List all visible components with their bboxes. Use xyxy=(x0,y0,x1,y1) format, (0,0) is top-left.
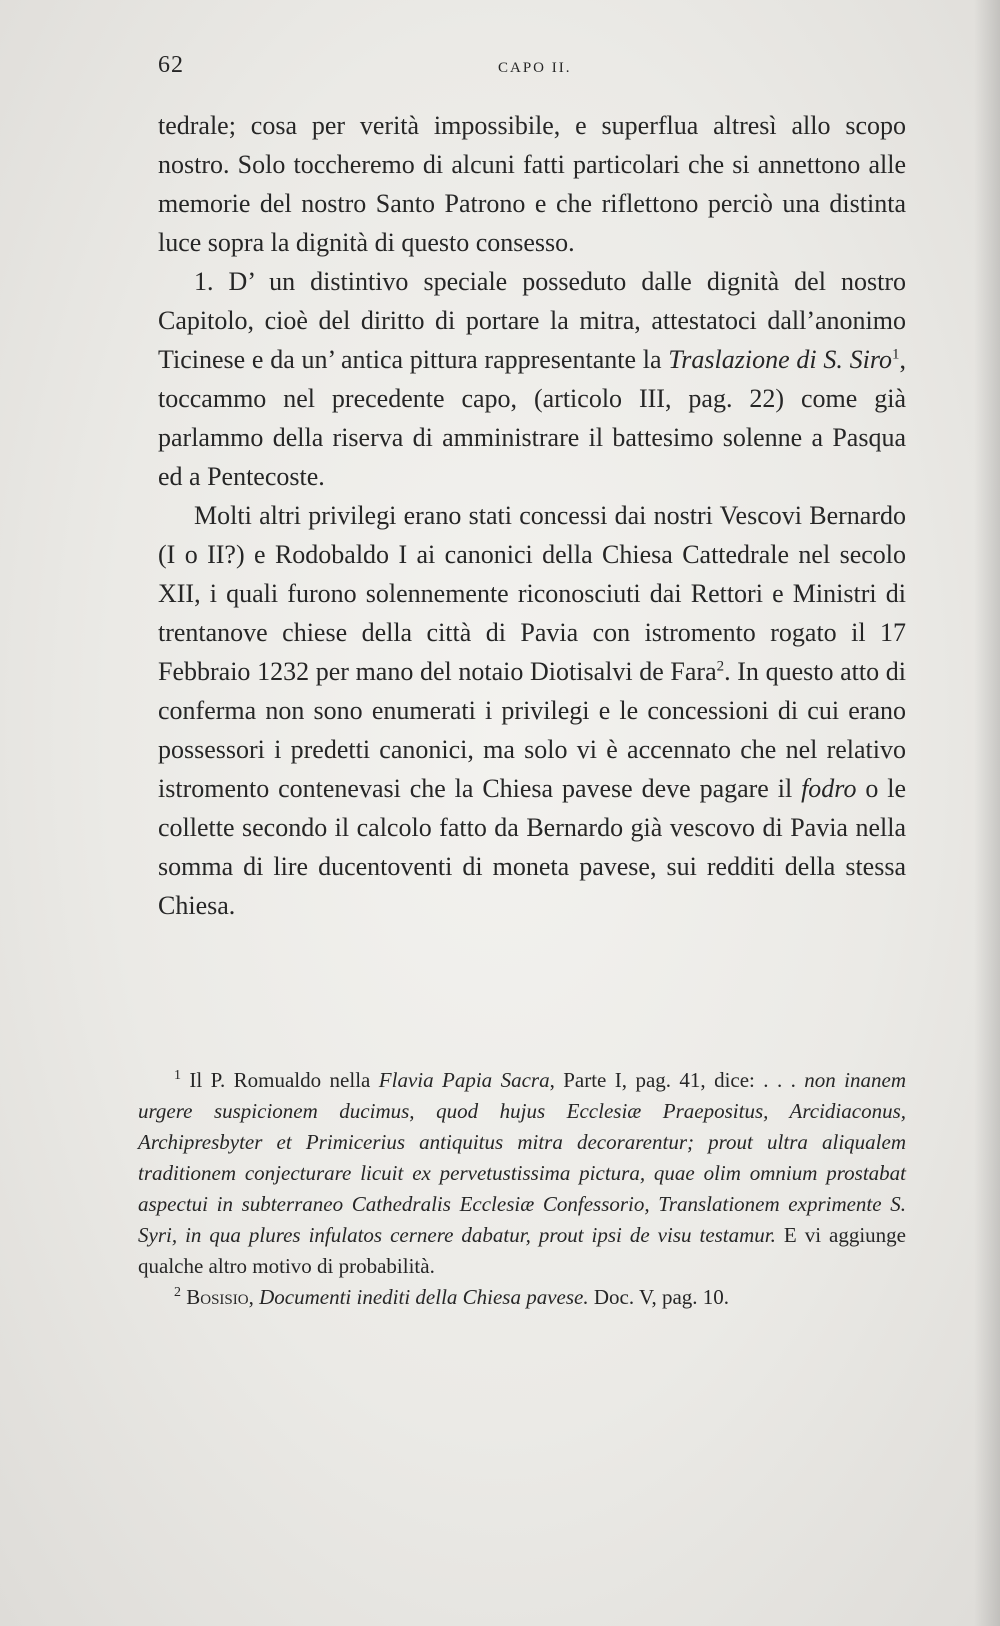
running-title: CAPO II. xyxy=(498,60,572,76)
page-number: 62 xyxy=(158,52,184,78)
footnote-text: Il P. Romualdo nella xyxy=(181,1068,379,1092)
footnote-work-title: Documenti inediti della Chiesa pavese. xyxy=(259,1285,589,1309)
italic-title: Traslazione di S. Siro xyxy=(668,345,893,374)
paragraph-text: Molti altri privilegi erano stati concessi dai nostri Vescovi Bernardo (I o II?) e Rodobaldo I ai canonici della Chiesa Cattedrale nel secolo XII, i quali furono solennemente riconosciuti dai Rettori e Ministri di trentanove chiese della città di Pavia con istromento rogato il 17 Febbraio 1232 per mano del notaio Diotisalvi de Fara xyxy=(158,501,906,686)
footnote-mark-2: 2 xyxy=(174,1285,181,1300)
page-edge-shadow xyxy=(974,0,1000,1626)
footnote-1 xyxy=(138,1065,906,1282)
footnote-author: Bosisio xyxy=(186,1285,249,1309)
footnote-text: Doc. V, pag. 10. xyxy=(588,1285,730,1309)
footnote-mark-1: 1 xyxy=(174,1068,181,1083)
main-text xyxy=(158,106,906,925)
footnote-work-title: Flavia Papia Sacra xyxy=(378,1068,550,1092)
paragraph-mitra xyxy=(158,262,906,496)
footnote-2 xyxy=(138,1282,906,1313)
footnote-ref-2: 2 xyxy=(716,658,725,675)
paragraph-text: . In questo atto di conferma non sono enumerati i privilegi e le concessioni di cui erano possessori i predetti canonici, ma solo vi è accennato che nel relativo istromento contenevasi che la Chiesa pavese deve pagare il xyxy=(158,657,906,803)
footnote-text: , xyxy=(248,1285,260,1309)
footnote-latin-quote: non inanem urgere suspicionem ducimus, quod hujus Ecclesiæ Praepositus, Arcidiaconus, Archipresbyter et Primicerius antiquitus mitra decorarentur; prout ultra aliqualem traditionem conjecturare licuit ex pervetustissima pictura, quae olim omnium prostabat aspectui in subterraneo Cathedralis Ecclesiæ Confessorio, Translationem exprimente S. Syri, in qua plures infulatos cernere dabatur, prout ipsi de visu testamur. xyxy=(138,1068,906,1247)
paragraph-text: , toccammo nel precedente capo, (articolo III, pag. 22) come già parlammo della riserva di amministrare il battesimo solenne a Pasqua ed a Pentecoste. xyxy=(158,345,907,491)
footnote-ref-1: 1 xyxy=(892,346,900,363)
paragraph-continued: tedrale; cosa per verità impossibile, e superflua altresì allo scopo nostro. Solo toccheremo di alcuni fatti particolari che si annettono alle memorie del nostro Santo Patrono e che riflettono perciò una distinta luce sopra la dignità di questo consesso. xyxy=(158,111,906,257)
paragraph-privilegi xyxy=(158,496,906,925)
footnote-text: E vi aggiunge qualche altro motivo di probabilità. xyxy=(138,1223,907,1278)
paragraph-text: o le collette secondo il calcolo fatto da Bernardo già vescovo di Pavia nella somma di lire ducentoventi di moneta pavese, sui redditi della stessa Chiesa. xyxy=(158,774,907,920)
paragraph-text: 1. D’ un distintivo speciale posseduto dalle dignità del nostro Capitolo, cioè del diritto di portare la mitra, attestatoci dall’anonimo Ticinese e da un’ antica pittura rappresentante la xyxy=(158,267,906,374)
footnotes xyxy=(138,1065,906,1313)
italic-term: fodro xyxy=(801,774,857,803)
footnote-text: , Parte I, pag. 41, dice: . . . xyxy=(549,1068,805,1092)
